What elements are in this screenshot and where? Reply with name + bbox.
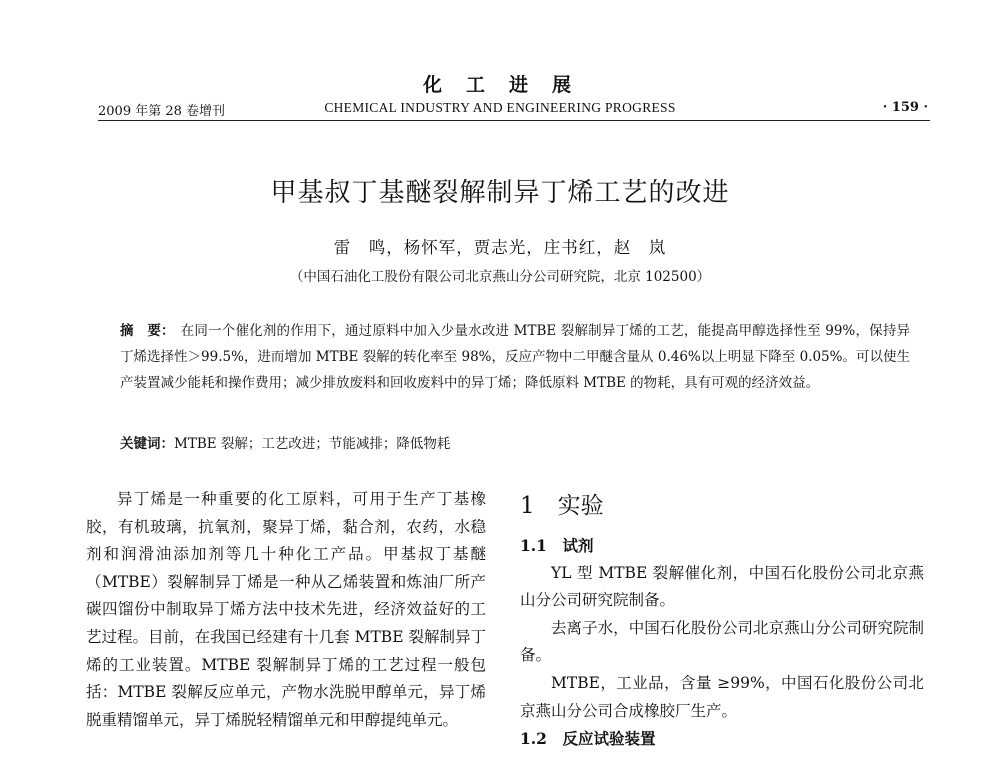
- abstract-label: 摘 要：: [120, 323, 175, 339]
- keywords-text: MTBE 裂解；工艺改进；节能减排；降低物耗: [174, 436, 451, 452]
- journal-title-en: CHEMICAL INDUSTRY AND ENGINEERING PROGRESS: [324, 100, 676, 115]
- page-number: · 159 ·: [882, 100, 928, 115]
- section-heading-experiment: 1 实验: [520, 493, 604, 519]
- journal-title-cn: 化工进展: [422, 74, 595, 96]
- header-rule: [98, 120, 930, 121]
- article-title: 甲基叔丁基醚裂解制异丁烯工艺的改进: [270, 178, 730, 208]
- subsection-heading-apparatus: 1.2 反应试验装置: [520, 729, 656, 749]
- keywords-label: 关键词：: [120, 436, 174, 452]
- subsection-heading-reagents: 1.1 试剂: [520, 536, 594, 555]
- body-left-column: [86, 486, 486, 734]
- issue-info: 2009 年第 28 卷增刊: [98, 104, 226, 119]
- author-list: 雷 鸣，杨怀军，贾志光，庄书红，赵 岚: [333, 238, 667, 257]
- keywords: [120, 432, 910, 452]
- reagent-mtbe-paragraph: MTBE，工业品，含量 ≥99%，中国石化股份公司北京燕山分公司合成橡胶厂生产。: [520, 673, 924, 720]
- affiliation: （中国石油化工股份有限公司北京燕山分公司研究院，北京 102500）: [289, 269, 711, 285]
- body-right-column: [520, 486, 924, 753]
- reagent-catalyst-paragraph: YL 型 MTBE 裂解催化剂，中国石化股份公司北京燕山分公司研究院制备。: [520, 563, 924, 610]
- abstract: [120, 318, 910, 396]
- reagent-water-paragraph: 去离子水，中国石化股份公司北京燕山分公司研究院制备。: [520, 618, 924, 665]
- abstract-text: 在同一个催化剂的作用下，通过原料中加入少量水改进 MTBE 裂解制异丁烯的工艺，能提高甲醇选择性至 99%，保持异丁烯选择性＞99.5%，进而增加 MTBE 裂解的转化率至 98%，反应产物中二甲醚含量从 0.46%以上明显下降至 0.05%。可以使生产装置减少能耗和操作费用；减少排放废料和回收废料中的异丁烯；降低原料 MTBE 的物耗，具有可观的经济效益。: [120, 323, 911, 391]
- intro-paragraph: 异丁烯是一种重要的化工原料，可用于生产丁基橡胶，有机玻璃，抗氧剂，聚异丁烯，黏合剂，农药，水稳剂和润滑油添加剂等几十种化工产品。甲基叔丁基醚（MTBE）裂解制异丁烯是一种从乙烯装置和炼油厂所产碳四馏份中制取异丁烯方法中技术先进，经济效益好的工艺过程。目前，在我国已经建有十几套 MTBE 裂解制异丁烯的工业装置。MTBE 裂解制异丁烯的工艺过程一般包括：MTBE 裂解反应单元，产物水洗脱甲醇单元，异丁烯脱重精馏单元，异丁烯脱轻精馏单元和甲醇提纯单元。: [86, 490, 486, 729]
